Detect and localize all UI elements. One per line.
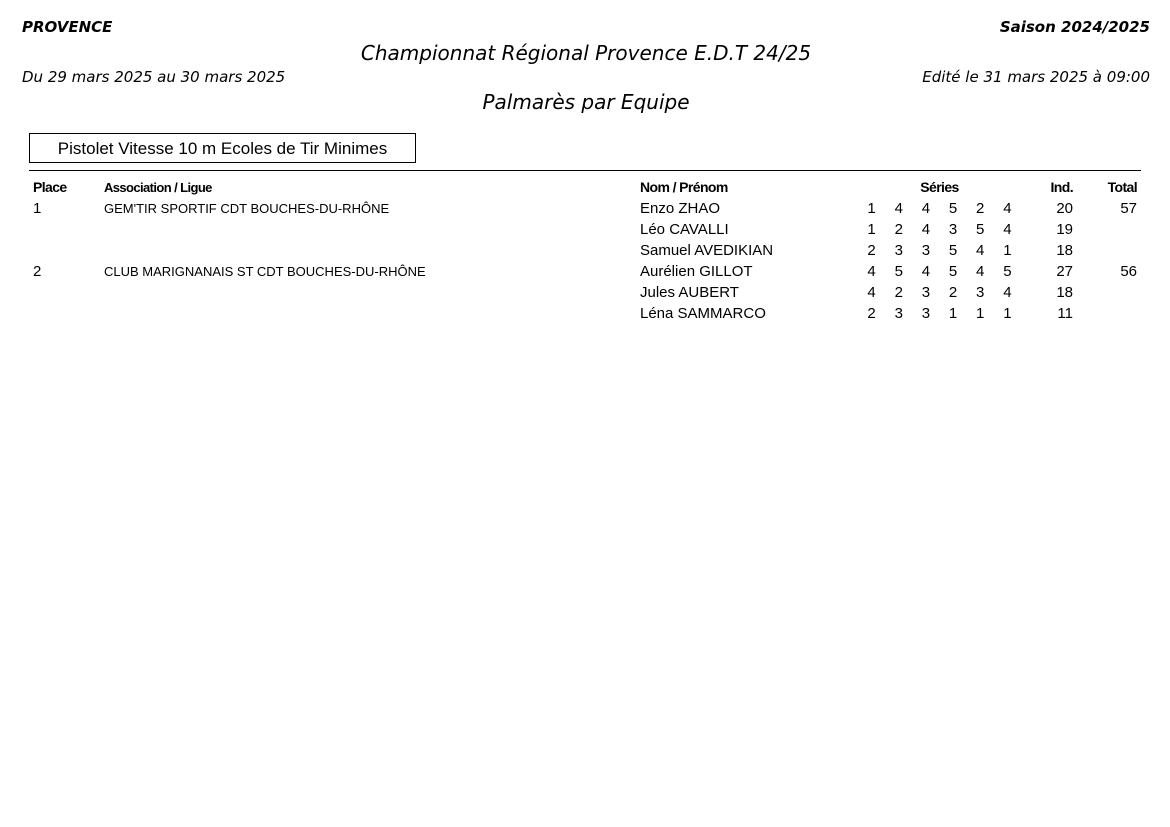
shooter-name: Léna SAMMARCO bbox=[640, 305, 766, 322]
series-score: 4 bbox=[1003, 221, 1012, 238]
shooter-name: Aurélien GILLOT bbox=[640, 263, 753, 280]
col-place-header: Place bbox=[33, 179, 67, 195]
series-score: 2 bbox=[894, 221, 903, 238]
series-score: 4 bbox=[1003, 284, 1012, 301]
series-score: 4 bbox=[921, 263, 931, 280]
col-association-header: Association / Ligue bbox=[104, 180, 212, 195]
series-score: 1 bbox=[1003, 305, 1012, 322]
series-score: 3 bbox=[976, 284, 985, 301]
series-score: 2 bbox=[894, 284, 903, 301]
series-score: 3 bbox=[894, 305, 903, 322]
series-score: 1 bbox=[867, 221, 876, 238]
team-total: 57 bbox=[1120, 200, 1137, 217]
shooter-name: Enzo ZHAO bbox=[640, 200, 721, 217]
team-total: 56 bbox=[1120, 263, 1137, 280]
series-score: 5 bbox=[948, 242, 958, 259]
shooter-name: Samuel AVEDIKIAN bbox=[640, 242, 774, 259]
edited-date: Edité le 31 mars 2025 à 09:00 bbox=[922, 68, 1150, 86]
series-score: 1 bbox=[948, 305, 958, 322]
series-score: 2 bbox=[867, 242, 876, 259]
series-score: 4 bbox=[867, 284, 876, 301]
series-score: 3 bbox=[921, 284, 931, 301]
individual-score: 11 bbox=[1057, 305, 1073, 322]
series-score: 4 bbox=[1003, 200, 1012, 217]
series-score: 4 bbox=[867, 263, 876, 280]
table-row bbox=[29, 198, 1141, 219]
series-score: 4 bbox=[976, 263, 985, 280]
col-total-header: Total bbox=[1107, 179, 1137, 195]
table-row bbox=[29, 261, 1141, 282]
table-row bbox=[29, 219, 1141, 240]
series-score: 2 bbox=[948, 284, 958, 301]
individual-score: 18 bbox=[1056, 284, 1073, 301]
series-score: 1 bbox=[976, 305, 985, 322]
shooter-name: Jules AUBERT bbox=[640, 284, 739, 301]
table-row bbox=[29, 282, 1141, 303]
series-score: 5 bbox=[948, 263, 958, 280]
header-divider bbox=[29, 170, 1141, 171]
results-table bbox=[29, 177, 1141, 324]
page-subtitle: Palmarès par Equipe bbox=[482, 90, 690, 114]
team-association: GEM'TIR SPORTIF CDT BOUCHES-DU-RHÔNE bbox=[104, 201, 390, 216]
team-place: 1 bbox=[33, 200, 42, 217]
series-score: 5 bbox=[1003, 263, 1012, 280]
series-score: 5 bbox=[976, 221, 985, 238]
series-score: 3 bbox=[921, 305, 931, 322]
individual-score: 27 bbox=[1056, 263, 1073, 280]
series-score: 4 bbox=[921, 200, 931, 217]
table-row bbox=[29, 240, 1141, 261]
series-score: 5 bbox=[948, 200, 958, 217]
series-score: 3 bbox=[921, 242, 931, 259]
individual-score: 18 bbox=[1056, 242, 1073, 259]
series-score: 2 bbox=[976, 200, 985, 217]
series-score: 1 bbox=[867, 200, 876, 217]
series-score: 5 bbox=[894, 263, 903, 280]
col-ind-header: Ind. bbox=[1050, 179, 1073, 195]
series-score: 2 bbox=[867, 305, 876, 322]
series-score: 1 bbox=[1003, 242, 1012, 259]
event-title-box: Pistolet Vitesse 10 m Ecoles de Tir Minimes bbox=[29, 133, 416, 163]
page-title: Championnat Régional Provence E.D.T 24/25 bbox=[360, 41, 812, 65]
individual-score: 19 bbox=[1056, 221, 1073, 238]
series-score: 4 bbox=[976, 242, 985, 259]
col-name-header: Nom / Prénom bbox=[640, 179, 728, 195]
shooter-name: Léo CAVALLI bbox=[640, 221, 729, 238]
event-dates: Du 29 mars 2025 au 30 mars 2025 bbox=[22, 68, 286, 86]
season-label: Saison 2024/2025 bbox=[999, 18, 1150, 36]
series-score: 4 bbox=[894, 200, 903, 217]
series-score: 3 bbox=[894, 242, 903, 259]
series-score: 4 bbox=[921, 221, 931, 238]
col-series-header: Séries bbox=[920, 179, 959, 195]
team-association: CLUB MARIGNANAIS ST CDT BOUCHES-DU-RHÔNE bbox=[104, 264, 426, 279]
table-header-row bbox=[29, 177, 1141, 198]
individual-score: 20 bbox=[1056, 200, 1073, 217]
region-label: PROVENCE bbox=[22, 18, 113, 36]
table-row bbox=[29, 303, 1141, 324]
series-score: 3 bbox=[948, 221, 958, 238]
team-place: 2 bbox=[33, 263, 42, 280]
